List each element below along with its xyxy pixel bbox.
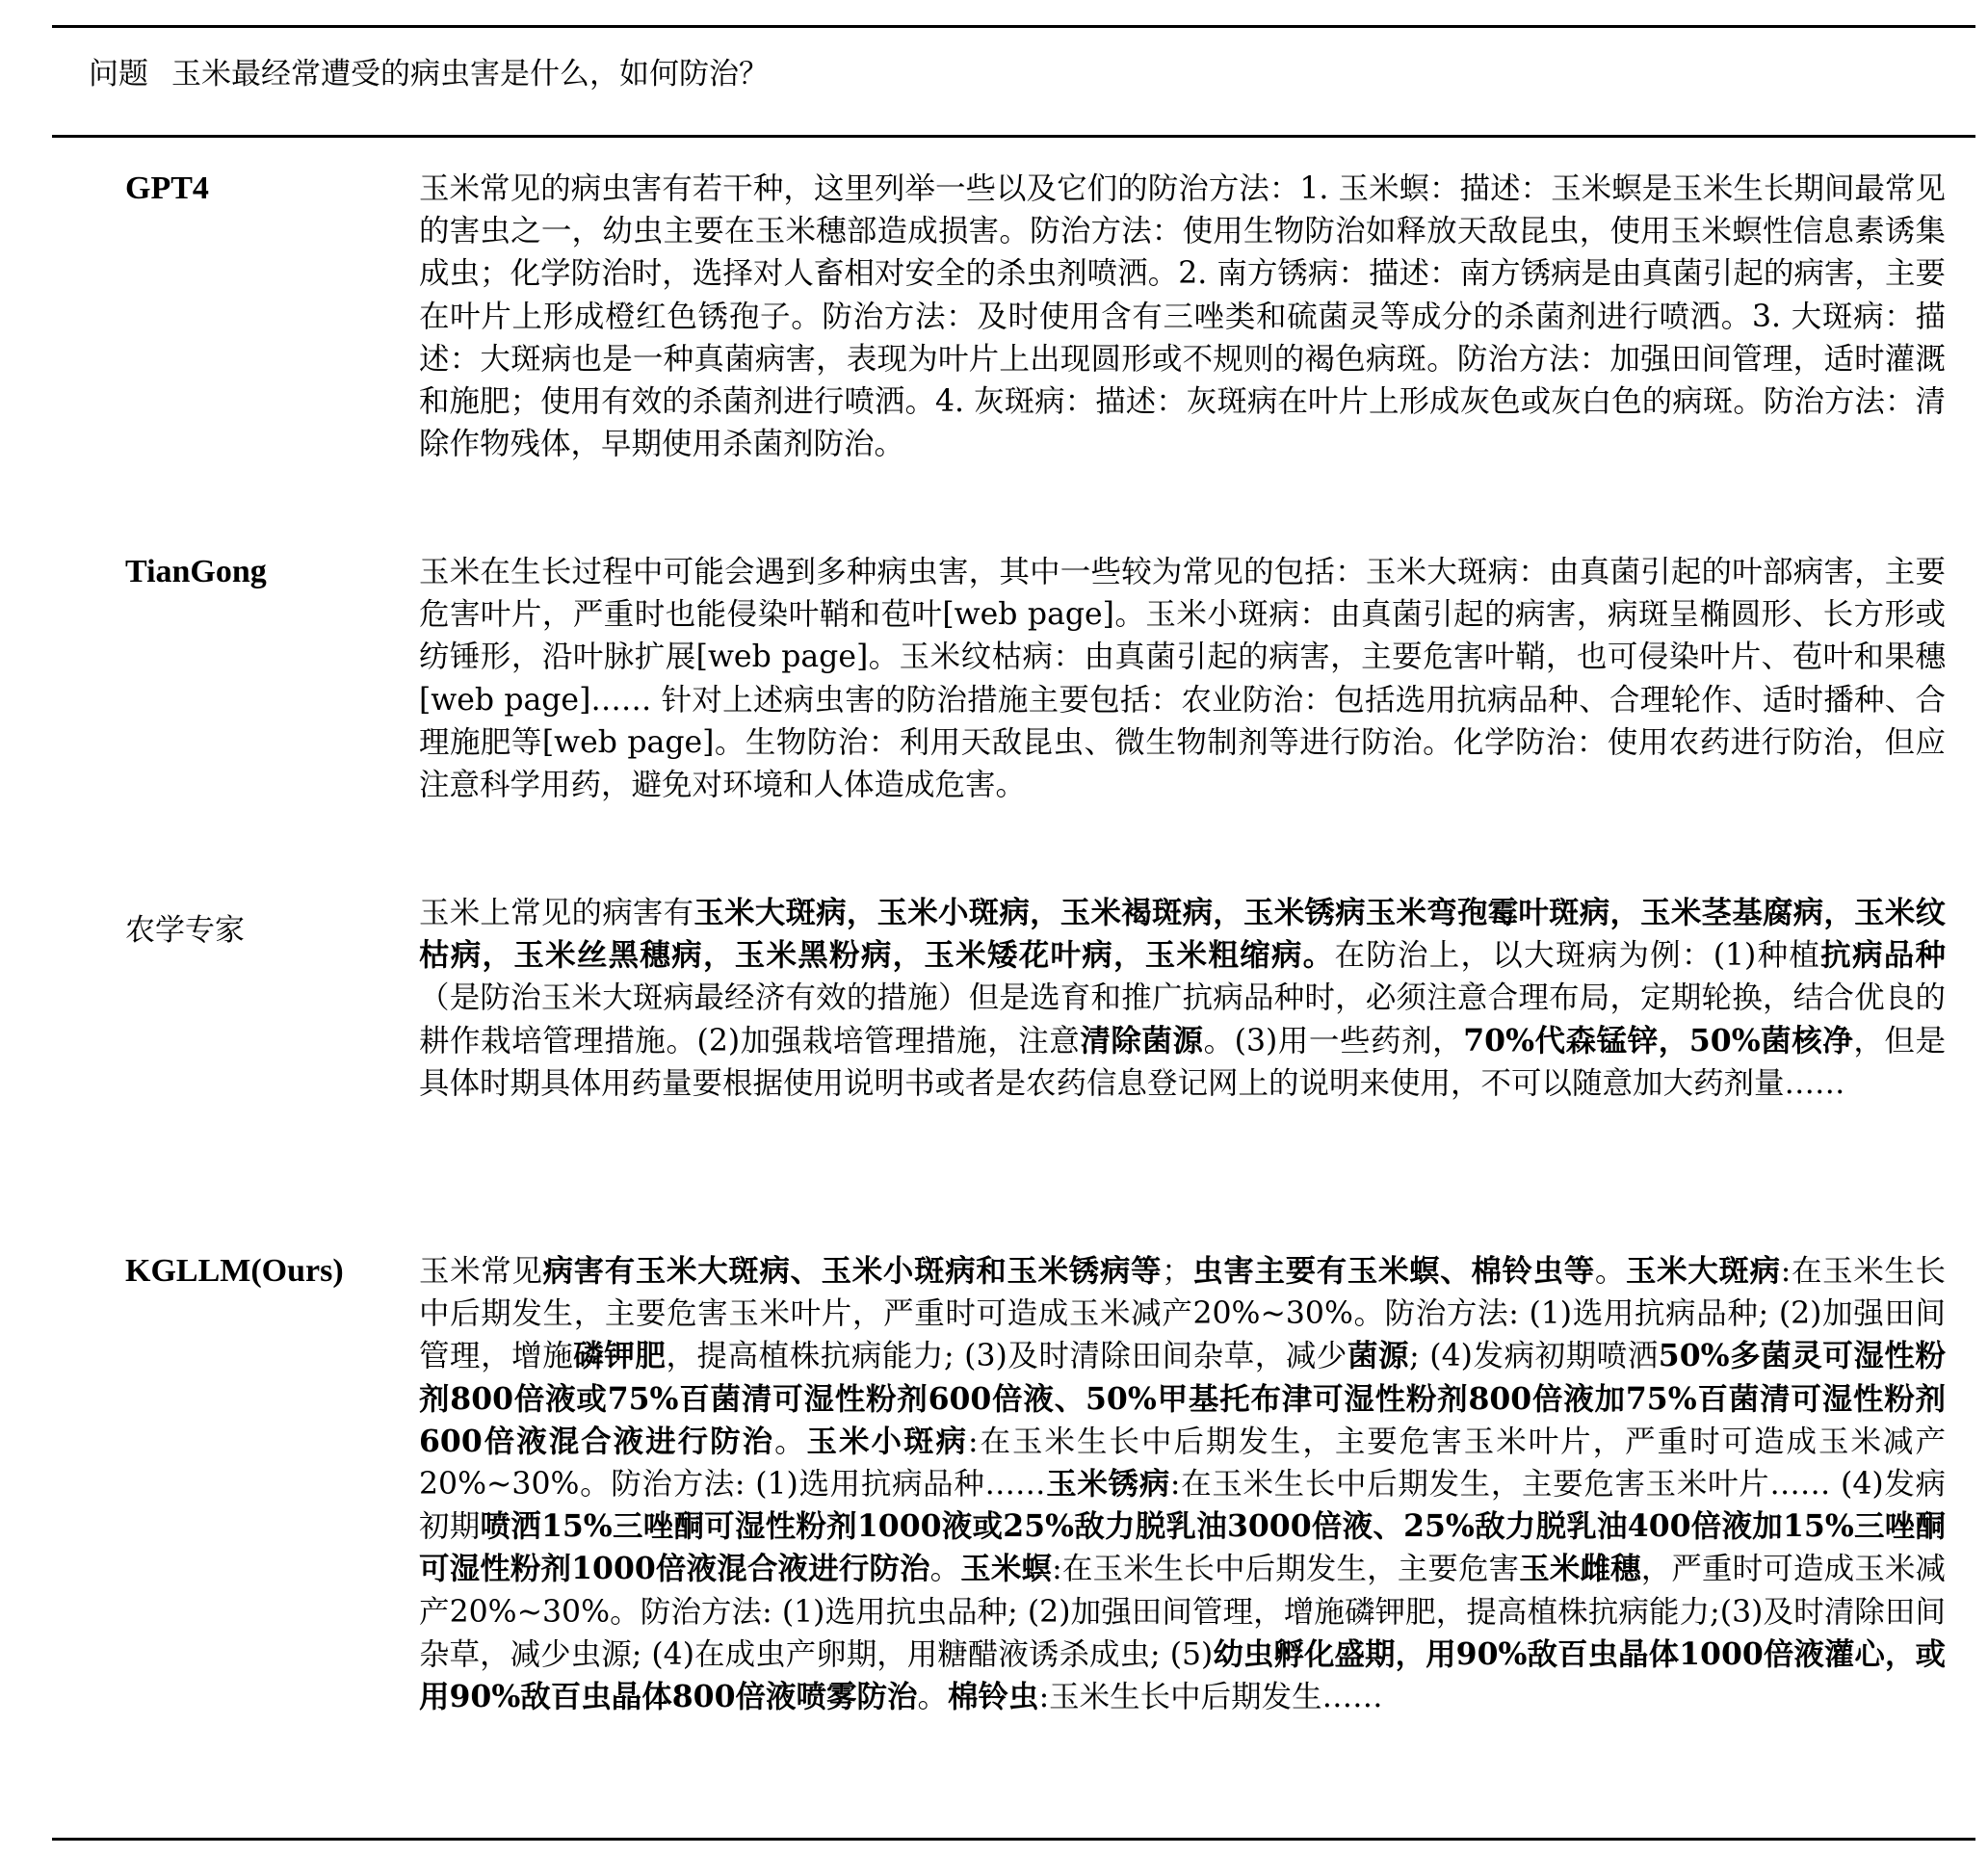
answer-segment: :在玉米生长中后期发生，主要危害玉米叶片，严重时可造成玉米减产20%~30%。防治方法: (1)选用抗病品种; (2)加强田间管理，增施 — [419, 1254, 1946, 1374]
highlighted-text: 磷钾肥 — [573, 1338, 667, 1374]
model-name: GPT4 — [125, 170, 209, 206]
answer-segment: 。(3)用一些药剂， — [1203, 1023, 1464, 1059]
highlighted-text: 玉米大斑病 — [1626, 1253, 1781, 1289]
highlighted-text: 50%多菌灵可湿性粉剂800倍液或75%百菌清可湿性粉剂600倍液、50%甲基托布津可湿性粉剂800倍液加75%百菌清可湿性粉剂600倍液混合液进行防治 — [419, 1338, 1946, 1459]
answer-segment: ; (4)发病初期喷洒 — [1409, 1339, 1659, 1374]
answer-segment: 。 — [1594, 1254, 1627, 1289]
answer-segment: （是防治玉米大斑病最经济有效的措施）但是选育和推广抗病品种时，必须注意合理布局，定期轮换，结合优良的耕作栽培管理措施。(2)加强栽培管理措施，注意 — [419, 980, 1946, 1059]
highlighted-text: 菌源 — [1347, 1338, 1410, 1374]
model-name: TianGong — [125, 554, 267, 589]
answer-segment: :在玉米生长中后期发生，主要危害 — [1052, 1552, 1520, 1587]
answer-segment: ，严重时可造成玉米减产20%~30%。防治方法: (1)选用抗虫品种; (2)加强田间管理，增施磷钾肥，提高植株抗病能力;(3)及时清除田间杂草，减少虫源; (4)在成虫产卵期，用糖醋液诱杀成虫; (5) — [419, 1552, 1946, 1672]
bottom-rule — [52, 1838, 1975, 1841]
answer-text — [419, 892, 1946, 1105]
highlighted-text: 虫害主要有玉米螟、棉铃虫等 — [1191, 1253, 1595, 1289]
model-name: 农学专家 — [125, 913, 245, 948]
answer-segment: ； — [1162, 1254, 1192, 1289]
answer-segment: :在玉米生长中后期发生，主要危害玉米叶片…… (4)发病初期 — [419, 1467, 1946, 1545]
answer-segment: ，但是具体时期具体用药量要根据使用说明书或者是农药信息登记网上的说明来使用，不可以随意加大药剂量…… — [419, 1023, 1946, 1101]
answer-text — [419, 168, 1946, 465]
highlighted-text: 病害有玉米大斑病、玉米小斑病和玉米锈病等 — [542, 1253, 1163, 1289]
highlighted-text: 玉米螟 — [960, 1551, 1053, 1587]
highlighted-text: 幼虫孵化盛期，用90%敌百虫晶体1000倍液灌心，或用90%敌百虫晶体800倍液喷雾防治 — [419, 1635, 1946, 1715]
answer-segment: 玉米在生长过程中可能会遇到多种病虫害，其中一些较为常见的包括：玉米大斑病：由真菌引起的叶部病害，主要危害叶片，严重时也能侵染叶鞘和苞叶[web page]。玉米小斑病：由真菌引起的病害，病斑呈椭圆形、长方形或纺锤形，沿叶脉扩展[web page]。玉米纹枯病：由真菌引起的病害，主要危害叶鞘，也可侵染叶片、苞叶和果穗[web page]…… 针对上述病虫害的防治措施主要包括：农业防治：包括选用抗病品种、合理轮作、适时播种、合理施肥等[web page]。生物防治：利用天敌昆虫、微生物制剂等进行防治。化学防治：使用农药进行防治，但应注意科学用药，避免对环境和人体造成危害。 — [419, 555, 1946, 803]
highlighted-text: 玉米雌穗 — [1519, 1551, 1641, 1587]
answer-text — [419, 551, 1946, 806]
highlighted-text: 玉米大斑病，玉米小斑病，玉米褐斑病，玉米锈病玉米弯孢霉叶斑病，玉米茎基腐病，玉米纹枯病，玉米丝黑穗病，玉米黑粉病，玉米矮花叶病，玉米粗缩病。 — [419, 895, 1946, 974]
question-label: 问题 — [89, 57, 148, 91]
answer-segment: 玉米常见 — [419, 1254, 543, 1289]
answer-segment: 。 — [917, 1680, 949, 1715]
highlighted-text: 棉铃虫 — [948, 1679, 1039, 1715]
highlighted-text: 70%代森锰锌，50%菌核净 — [1463, 1022, 1854, 1059]
model-name: KGLLM(Ours) — [125, 1253, 344, 1289]
answer-text — [419, 1250, 1946, 1718]
answer-segment: 。 — [774, 1424, 807, 1459]
highlighted-text: 喷洒15%三唑酮可湿性粉剂1000液或25%敌力脱乳油3000倍液、25%敌力脱乳油400倍液加15%三唑酮可湿性粉剂1000倍液混合液进行防治 — [419, 1508, 1946, 1587]
answer-segment: 玉米常见的病虫害有若干种，这里列举一些以及它们的防治方法：1. 玉米螟：描述：玉米螟是玉米生长期间最常见的害虫之一，幼虫主要在玉米穗部造成损害。防治方法：使用生物防治如释放天敌昆虫，使用玉米螟性信息素诱集成虫；化学防治时，选择对人畜相对安全的杀虫剂喷洒。2. 南方锈病：描述：南方锈病是由真菌引起的病害，主要在叶片上形成橙红色锈孢子。防治方法：及时使用含有三唑类和硫菌灵等成分的杀菌剂进行喷洒。3. 大斑病：描述：大斑病也是一种真菌病害，表现为叶片上出现圆形或不规则的褐色病斑。防治方法：加强田间管理，适时灌溉和施肥；使用有效的杀菌剂进行喷洒。4. 灰斑病：描述：灰斑病在叶片上形成灰色或灰白色的病斑。防治方法：清除作物残体，早期使用杀菌剂防治。 — [419, 171, 1946, 462]
answer-segment: 。 — [929, 1552, 961, 1587]
answer-segment: 在防治上，以大斑病为例：(1)种植 — [1334, 938, 1821, 974]
question-text: 玉米最经常遭受的病虫害是什么，如何防治？ — [171, 57, 769, 91]
answer-segment: 玉米上常见的病害有 — [419, 896, 694, 930]
answer-segment: :玉米生长中后期发生…… — [1038, 1680, 1383, 1715]
highlighted-text: 玉米锈病 — [1045, 1466, 1170, 1503]
highlighted-text: 抗病品种 — [1820, 937, 1946, 974]
highlighted-text: 玉米小斑病 — [806, 1423, 968, 1459]
question-row — [89, 50, 769, 98]
answer-segment: :在玉米生长中后期发生，主要危害玉米叶片，严重时可造成玉米减产20%~30%。防治方法: (1)选用抗病品种…… — [419, 1424, 1946, 1503]
answer-segment: ，提高植株抗病能力; (3)及时清除田间杂草，减少 — [666, 1339, 1347, 1374]
top-rule — [52, 25, 1975, 28]
header-rule — [52, 135, 1975, 138]
highlighted-text: 清除菌源 — [1080, 1022, 1204, 1059]
